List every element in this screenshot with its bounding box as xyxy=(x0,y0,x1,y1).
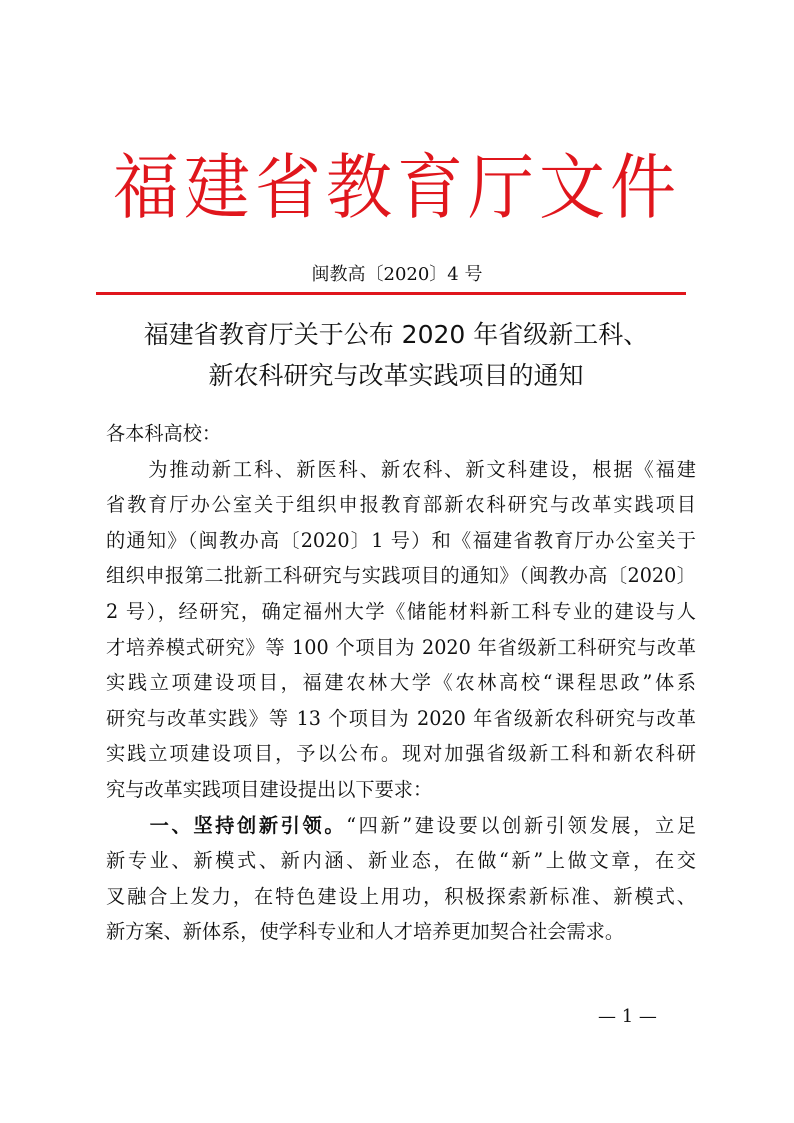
red-divider-line xyxy=(96,292,686,295)
paragraph-line: 叉融合上发力，在特色建设上用功，积极探索新标准、新模式、 xyxy=(106,884,696,908)
document-number: 闽教高〔2020〕4 号 xyxy=(311,264,483,285)
paragraph-2 xyxy=(106,808,696,950)
paragraph-line: 才培养模式研究》等 100 个项目为 2020 年省级新工科研究与改革 xyxy=(106,635,696,659)
paragraph-line: 2 号），经研究，确定福州大学《储能材料新工科专业的建设与人 xyxy=(106,599,696,623)
document-body xyxy=(106,416,696,950)
paragraph-line: 组织申报第二批新工科研究与实践项目的通知》（闽教办高〔2020〕 xyxy=(106,564,696,588)
section-heading-rest: “四新”建设要以创新引领发展，立足 xyxy=(346,813,696,837)
paragraph-line: 究与改革实践项目建设提出以下要求： xyxy=(106,777,433,801)
title-line-1: 福建省教育厅关于公布 2020 年省级新工科、 xyxy=(143,320,649,349)
page-number: — 1 — xyxy=(598,1006,657,1027)
paragraph-line xyxy=(106,808,696,844)
paragraph-line: 研究与改革实践》等 13 个项目为 2020 年省级新农科研究与改革 xyxy=(106,706,696,730)
paragraph-line: 实践立项建设项目，福建农林大学《农林高校“课程思政”体系 xyxy=(106,671,696,695)
paragraph-line: 新专业、新模式、新内涵、新业态，在做“新”上做文章，在交 xyxy=(106,849,696,873)
paragraph-line: 实践立项建设项目，予以公布。现对加强省级新工科和新农科研 xyxy=(106,742,696,766)
document-masthead: 福建省教育厅文件 xyxy=(113,145,681,230)
paragraph-line: 新方案、新体系，使学科专业和人才培养更加契合社会需求。 xyxy=(106,920,625,944)
paragraph-1 xyxy=(106,452,696,808)
paragraph-line: 省教育厅办公室关于组织申报教育部新农科研究与改革实践项目 xyxy=(106,493,696,517)
notice-title xyxy=(96,314,696,396)
paragraph-line: 为推动新工科、新医科、新农科、新文科建设，根据《福建 xyxy=(106,457,696,481)
salutation: 各本科高校： xyxy=(106,422,222,445)
paragraph-line: 的通知》（闽教办高〔2020〕1 号）和《福建省教育厅办公室关于 xyxy=(106,528,696,552)
section-heading: 一、坚持创新引领。 xyxy=(106,813,347,837)
title-line-2: 新农科研究与改革实践项目的通知 xyxy=(208,361,584,390)
